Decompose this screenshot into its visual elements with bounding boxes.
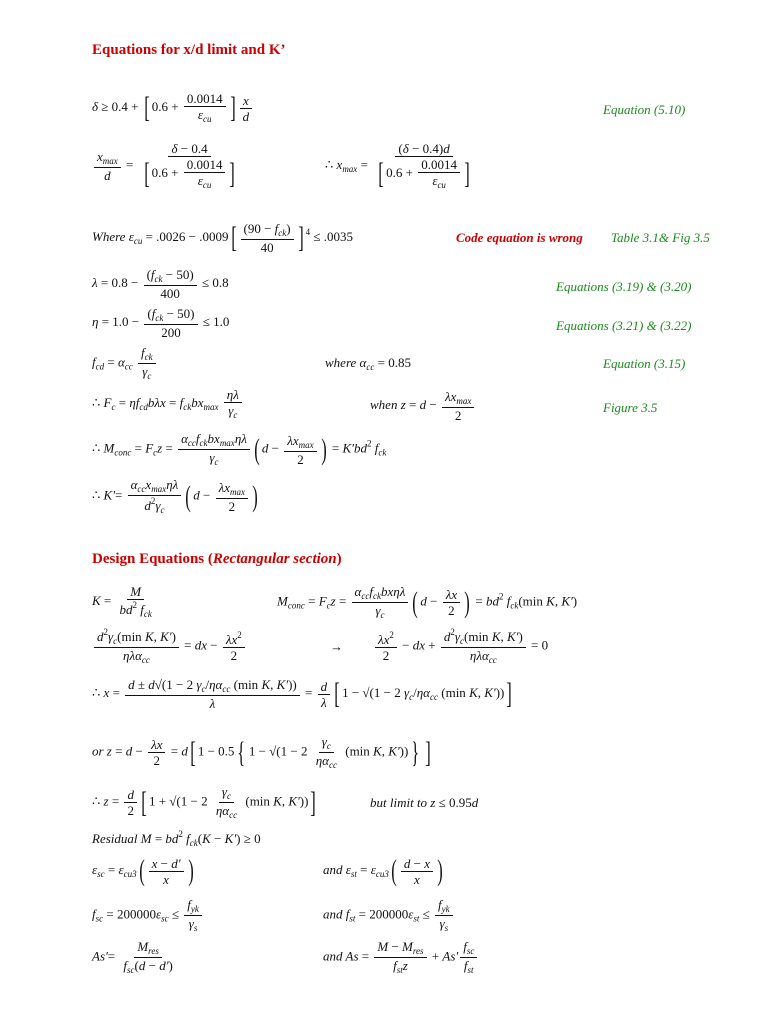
equation-m-conc: ∴ $M_{conc} = F_cz$ = $\frac{\alpha_{cc}f_{ck}bx_{max}\eta\lambda}{\gamma_c}$ ( d − $\frac{\lambda x_{max}}{2}$ ) = $K'bd^2$ $f_{ck}$ — [92, 431, 387, 467]
equation-f-sc: $f_{sc} = 200000\varepsilon_{sc}$ ≤ $\frac{f_{yk}}{\gamma_s}$ — [92, 898, 204, 933]
ref-figure-3-5: Figure 3.5 — [603, 400, 658, 415]
equation-quadratic-rhs: $\frac{\lambda x^2}{2}$ − dx + $\frac{d^2\gamma_c(\min K, K')}{\eta\lambda\alpha_{cc}}$ = 0 — [373, 628, 548, 665]
equation-z-limit: but limit to z ≤ 0.95d — [370, 795, 479, 810]
equation-z-lever-arm: when z = d − $\frac{\lambda x_{max}}{2}$ — [370, 390, 476, 422]
equation-k: K = $\frac{M}{bd^2 f_{ck}}$ — [92, 584, 152, 619]
equation-xmax-over-d: $\frac{x_{max}}{d}$ = δ − 0.4 [ 0.6 + $\frac{0.0014}{\varepsilon_{cu}}$ ] — [92, 142, 242, 190]
equation-lambda: λ = 0.8 − $\frac{(f_{ck} - 50)}{400}$ ≤ 0.8 — [92, 267, 229, 301]
ref-equations-3-21: Equations (3.21) & (3.22) — [556, 318, 692, 333]
section-title-limits: Equations for x/d limit and K’ — [92, 42, 286, 58]
arrow-icon: → — [330, 639, 343, 654]
equation-fcd: $f_{cd} = \alpha_{cc}$ $\frac{f_{ck}}{\gamma_c}$ — [92, 346, 158, 381]
equation-epsilon-sc: $\varepsilon_{sc} = \varepsilon_{cu3}$( $\frac{x - d'}{x}$ ) — [92, 854, 194, 887]
equation-residual-m: Residual $M = bd^2$ $f_{ck}(K - K') \ge 0$ — [92, 829, 261, 848]
warning-code-equation: Code equation is wrong — [456, 230, 583, 245]
ref-table-3-1: Table 3.1& Fig 3.5 — [611, 230, 710, 245]
equation-alpha-cc: where $\alpha_{cc} = 0.85$ — [325, 355, 411, 372]
equation-as: and As = $\frac{M - M_{res}}{f_{st}z}$ + As' $\frac{f_{sc}}{f_{st}}$ — [323, 940, 479, 975]
equation-as-prime: As'= $\frac{M_{res}}{f_{sc}(d - d')}$ — [92, 939, 173, 975]
section-title-design: Design Equations (Rectangular section) — [92, 551, 342, 567]
equation-k-prime: ∴ K'= $\frac{\alpha_{cc}x_{max}\eta\lambda}{d^2\gamma_c}$ ( d − $\frac{\lambda x_{max}}{2}$ ) — [92, 477, 258, 515]
equation-epsilon-st: and $\varepsilon_{st} = \varepsilon_{cu3}$( $\frac{d - x}{x}$ ) — [323, 854, 443, 887]
equation-fc: ∴ $F_c = \eta f_{cd}b\lambda x = f_{ck}bx_{max}$ $\frac{\eta\lambda}{\gamma_c}$ — [92, 388, 244, 420]
equation-quadratic-lhs: $\frac{d^2\gamma_c(\min K, K')}{\eta\lambda\alpha_{cc}}$ = dx − $\frac{\lambda x^2}{2}$ — [92, 628, 247, 665]
equation-z-or: or z = d − $\frac{\lambda x}{2}$ = d[ 1 − 0.5 { 1 − √(1 − 2 $\frac{\gamma_c}{\eta\alpha_{cc}}$ (min K, K')) } ] — [92, 734, 431, 770]
equation-f-st: and $f_{st} = 200000\varepsilon_{st}$ ≤ $\frac{f_{yk}}{\gamma_s}$ — [323, 898, 455, 933]
ref-equation-3-15: Equation (3.15) — [603, 356, 686, 371]
equation-m-conc-design: $M_{conc} = F_cz$ = $\frac{\alpha_{cc}f_{ck}bx\eta\lambda}{\gamma_c}$ ( d − $\frac{\lambda x}{2}$ ) = $bd^2$ $f_{ck}(\min$ K, K') — [277, 584, 578, 620]
equation-z-final: ∴ z = $\frac{d}{2}$ [ 1 + √(1 − 2 $\frac{\gamma_c}{\eta\alpha_{cc}}$ (min K, K'))] — [92, 784, 317, 820]
equation-xmax: ∴ $x_{max}$ = (δ − 0.4)d [ 0.6 + $\frac{0.0014}{\varepsilon_{cu}}$ ] — [325, 141, 470, 190]
equation-x-solution: ∴ x = $\frac{d \pm d√(1 - 2 \gamma_c/\eta\alpha_{cc} (\min K, K'))}{\lambda}$ = $\frac{d}{\lambda}$ [ 1 − √(1 − 2 $\gamma_c/\eta\alpha_{cc}$ (min K, K'))] — [92, 677, 513, 711]
ref-equation-5-10: Equation (5.10) — [603, 102, 686, 117]
equation-eta: η = 1.0 − $\frac{(f_{ck} - 50)}{200}$ ≤ 1.0 — [92, 306, 230, 340]
equation-epsilon-cu: Where $\varepsilon_{cu} = .0026 - .0009$[ $\frac{(90 - f_{ck})}{40}$ ] $^4$ ≤ .0035 — [92, 221, 354, 255]
ref-equations-3-19: Equations (3.19) & (3.20) — [556, 279, 692, 294]
equation-delta: δ ≥ 0.4 + [ 0.6 + $\frac{0.0014}{\varepsilon_{cu}}$ ] $\frac{x}{d}$ — [92, 92, 254, 124]
